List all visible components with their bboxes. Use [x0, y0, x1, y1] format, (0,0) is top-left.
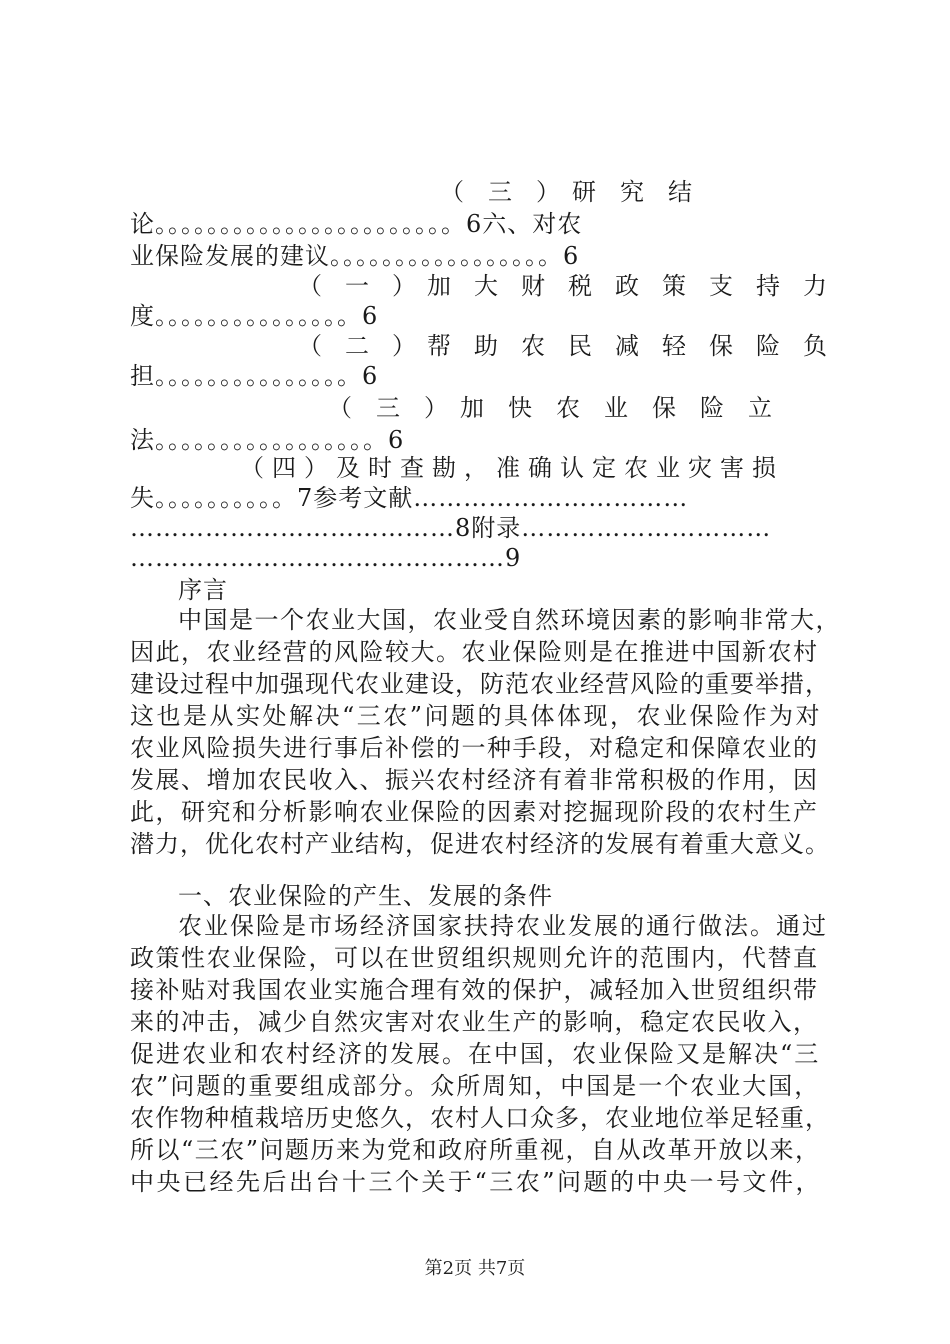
toc-line: （ 三 ） 加 快 农 业 保 险 立	[328, 394, 772, 422]
toc-line: 度。。。。。。。。。。。。。。。6	[130, 302, 379, 330]
preface-heading: 序言	[178, 576, 228, 604]
paragraph-line: 促进农业和农村经济的发展。在中国，农业保险又是解决“三	[130, 1040, 821, 1068]
paragraph-line: 建设过程中加强现代农业建设，防范农业经营风险的重要举措，	[130, 670, 830, 698]
paragraph-line: 政策性农业保险，可以在世贸组织规则允许的范围内，代替直	[130, 944, 819, 972]
paragraph-line: 中国是一个农业大国，农业受自然环境因素的影响非常大，	[178, 606, 841, 634]
paragraph-line: 接补贴对我国农业实施合理有效的保护，减轻加入世贸组织带	[130, 976, 819, 1004]
paragraph-line: 农业保险是市场经济国家扶持农业发展的通行做法。通过	[178, 912, 828, 940]
page-number-footer: 第2页 共7页	[424, 1258, 526, 1279]
toc-line: （ 二 ） 帮 助 农 民 减 轻 保 险 负	[298, 332, 827, 360]
paragraph-line: 中央已经先后出台十三个关于“三农”问题的中央一号文件，	[130, 1168, 823, 1196]
toc-line: （四）及时查勘，准确认定农业灾害损	[240, 454, 784, 482]
paragraph-line: 因此，农业经营的风险较大。农业保险则是在推进中国新农村	[130, 638, 819, 666]
section-heading: 一、农业保险的产生、发展的条件	[178, 882, 553, 910]
toc-line: 法。。。。。。。。。。。。。。。。。6	[130, 426, 405, 454]
paragraph-line: 农业风险损失进行事后补偿的一种手段，对稳定和保障农业的	[130, 734, 819, 762]
paragraph-line: 农”问题的重要组成部分。众所周知，中国是一个农业大国，	[130, 1072, 821, 1100]
paragraph-line: 潜力，优化农村产业结构，促进农村经济的发展有着重大意义。	[130, 830, 830, 858]
toc-line: …………………………………8附录…………………………	[130, 514, 772, 542]
toc-line: ………………………………………9	[130, 544, 522, 572]
toc-line: （ 一 ） 加 大 财 税 政 策 支 持 力	[298, 272, 827, 300]
paragraph-line: 所以“三农”问题历来为党和政府所重视，自从改革开放以来，	[130, 1136, 821, 1164]
paragraph-line: 这也是从实处解决“三农”问题的具体体现，农业保险作为对	[130, 702, 823, 730]
paragraph-line: 发展、增加农民收入、振兴农村经济有着非常积极的作用，因	[130, 766, 819, 794]
toc-line: 担。。。。。。。。。。。。。。。6	[130, 362, 379, 390]
paragraph-line: 此，研究和分析影响农业保险的因素对挖掘现阶段的农村生产	[130, 798, 819, 826]
paragraph-line: 来的冲击，减少自然灾害对农业生产的影响，稳定农民收入，	[130, 1008, 819, 1036]
toc-line: 业保险发展的建议。。。。。。。。。。。。。。。。。6	[130, 242, 580, 270]
toc-line: （ 三 ） 研 究 结	[440, 178, 692, 206]
toc-line: 论。。。。。。。。。。。。。。。。。。。。。。。6六、对农	[130, 210, 583, 238]
toc-line: 失。。。。。。。。。。7参考文献……………………………	[130, 484, 689, 512]
paragraph-line: 农作物种植栽培历史悠久，农村人口众多，农业地位举足轻重，	[130, 1104, 830, 1132]
